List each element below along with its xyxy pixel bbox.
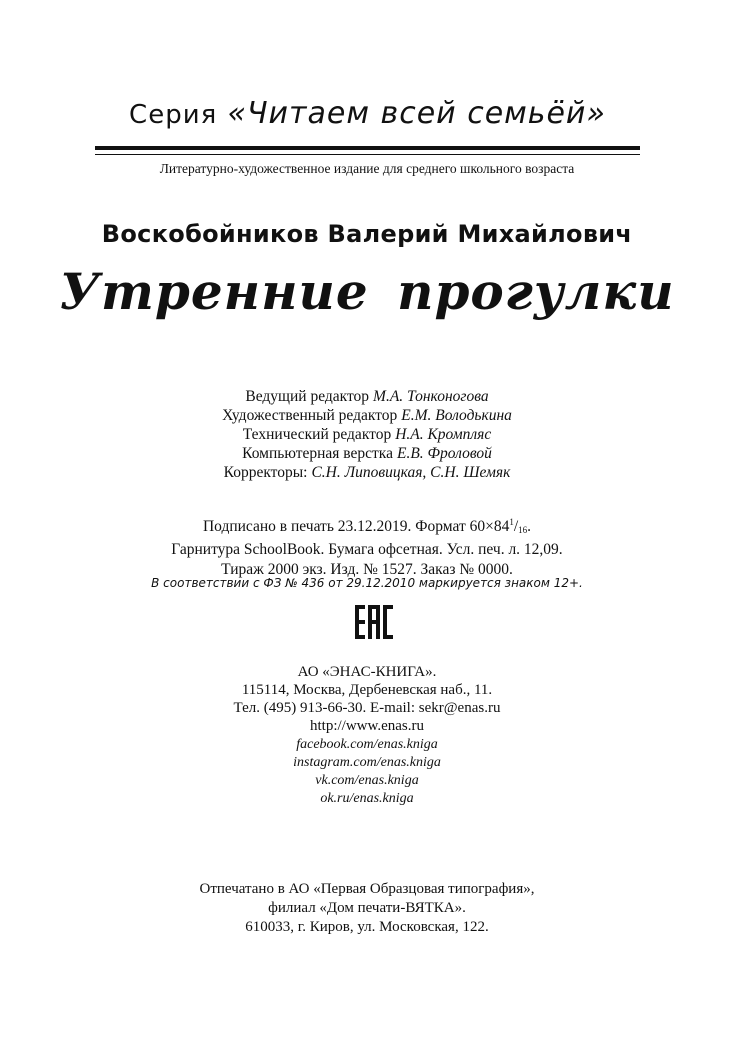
signed-prefix: Подписано в печать 23.12.2019. Формат 60×84 <box>202 518 510 535</box>
print-run-line: Тираж 2000 экз. Изд. № 1527. Заказ № 0000. <box>221 561 513 578</box>
publisher-block <box>0 663 734 735</box>
eac-mark-icon <box>354 604 394 640</box>
publisher-address: 115114, Москва, Дербеневская наб., 11. <box>241 682 493 698</box>
credit-line <box>0 387 734 406</box>
header-rule-thin <box>95 154 640 155</box>
social-link-vk: vk.com/enas.kniga <box>315 773 419 788</box>
credit-role: Ведущий редактор <box>245 388 370 405</box>
series-name: «Читаем всей семьёй» <box>227 96 606 131</box>
credit-role: Компьютерная верстка <box>242 445 393 462</box>
series-heading <box>95 96 640 131</box>
author-name: Воскобойников Валерий Михайлович <box>101 220 633 248</box>
credit-line <box>0 463 734 482</box>
credit-line <box>0 425 734 444</box>
credits-block <box>0 387 734 482</box>
social-link-ok: ok.ru/enas.kniga <box>320 791 414 806</box>
book-title: Утренние прогулки <box>59 262 675 321</box>
signed-to-print-line <box>0 512 734 540</box>
publisher-website: http://www.enas.ru <box>309 718 424 734</box>
series-word: Серия <box>129 100 218 130</box>
social-link-facebook: facebook.com/enas.kniga <box>296 737 438 752</box>
credit-name: Е.М. Володькина <box>401 407 512 424</box>
credit-role: Технический редактор <box>242 426 392 443</box>
typeface-paper-line: Гарнитура SchoolBook. Бумага офсетная. Усл. печ. л. 12,09. <box>171 541 563 558</box>
credit-role: Художественный редактор <box>222 407 398 424</box>
format-end: . <box>527 518 532 535</box>
publisher-name: АО «ЭНАС-КНИГА». <box>297 664 437 680</box>
print-info-block <box>0 512 734 580</box>
social-links <box>0 736 734 808</box>
credit-name: С.Н. Липовицкая, С.Н. Шемяк <box>311 464 511 481</box>
publisher-contacts: Тел. (495) 913-66-30. E-mail: sekr@enas.ru <box>233 700 501 716</box>
credit-line <box>0 444 734 463</box>
format-slash: / <box>513 518 519 535</box>
credit-name: Н.А. Кромпляс <box>395 426 492 443</box>
header-rule-thick <box>95 146 640 150</box>
social-link-instagram: instagram.com/enas.kniga <box>293 755 441 770</box>
printer-block <box>0 880 734 937</box>
credit-name: М.А. Тонконогова <box>373 388 489 405</box>
credit-name: Е.В. Фроловой <box>396 445 492 462</box>
edition-subtitle: Литературно-художественное издание для среднего школьного возраста <box>159 161 575 176</box>
credit-line <box>0 406 734 425</box>
format-sub: 16 <box>518 525 528 535</box>
printer-line: 610033, г. Киров, ул. Московская, 122. <box>245 919 489 935</box>
format-sup: 1 <box>509 517 514 527</box>
printer-line: Отпечатано в АО «Первая Образцовая типография», <box>199 881 535 897</box>
credit-role: Корректоры: <box>223 464 308 481</box>
age-rating-note: В соответствии с ФЗ № 436 от 29.12.2010 маркируется знаком 12+. <box>151 576 583 590</box>
printer-line: филиал «Дом печати-ВЯТКА». <box>268 900 466 916</box>
